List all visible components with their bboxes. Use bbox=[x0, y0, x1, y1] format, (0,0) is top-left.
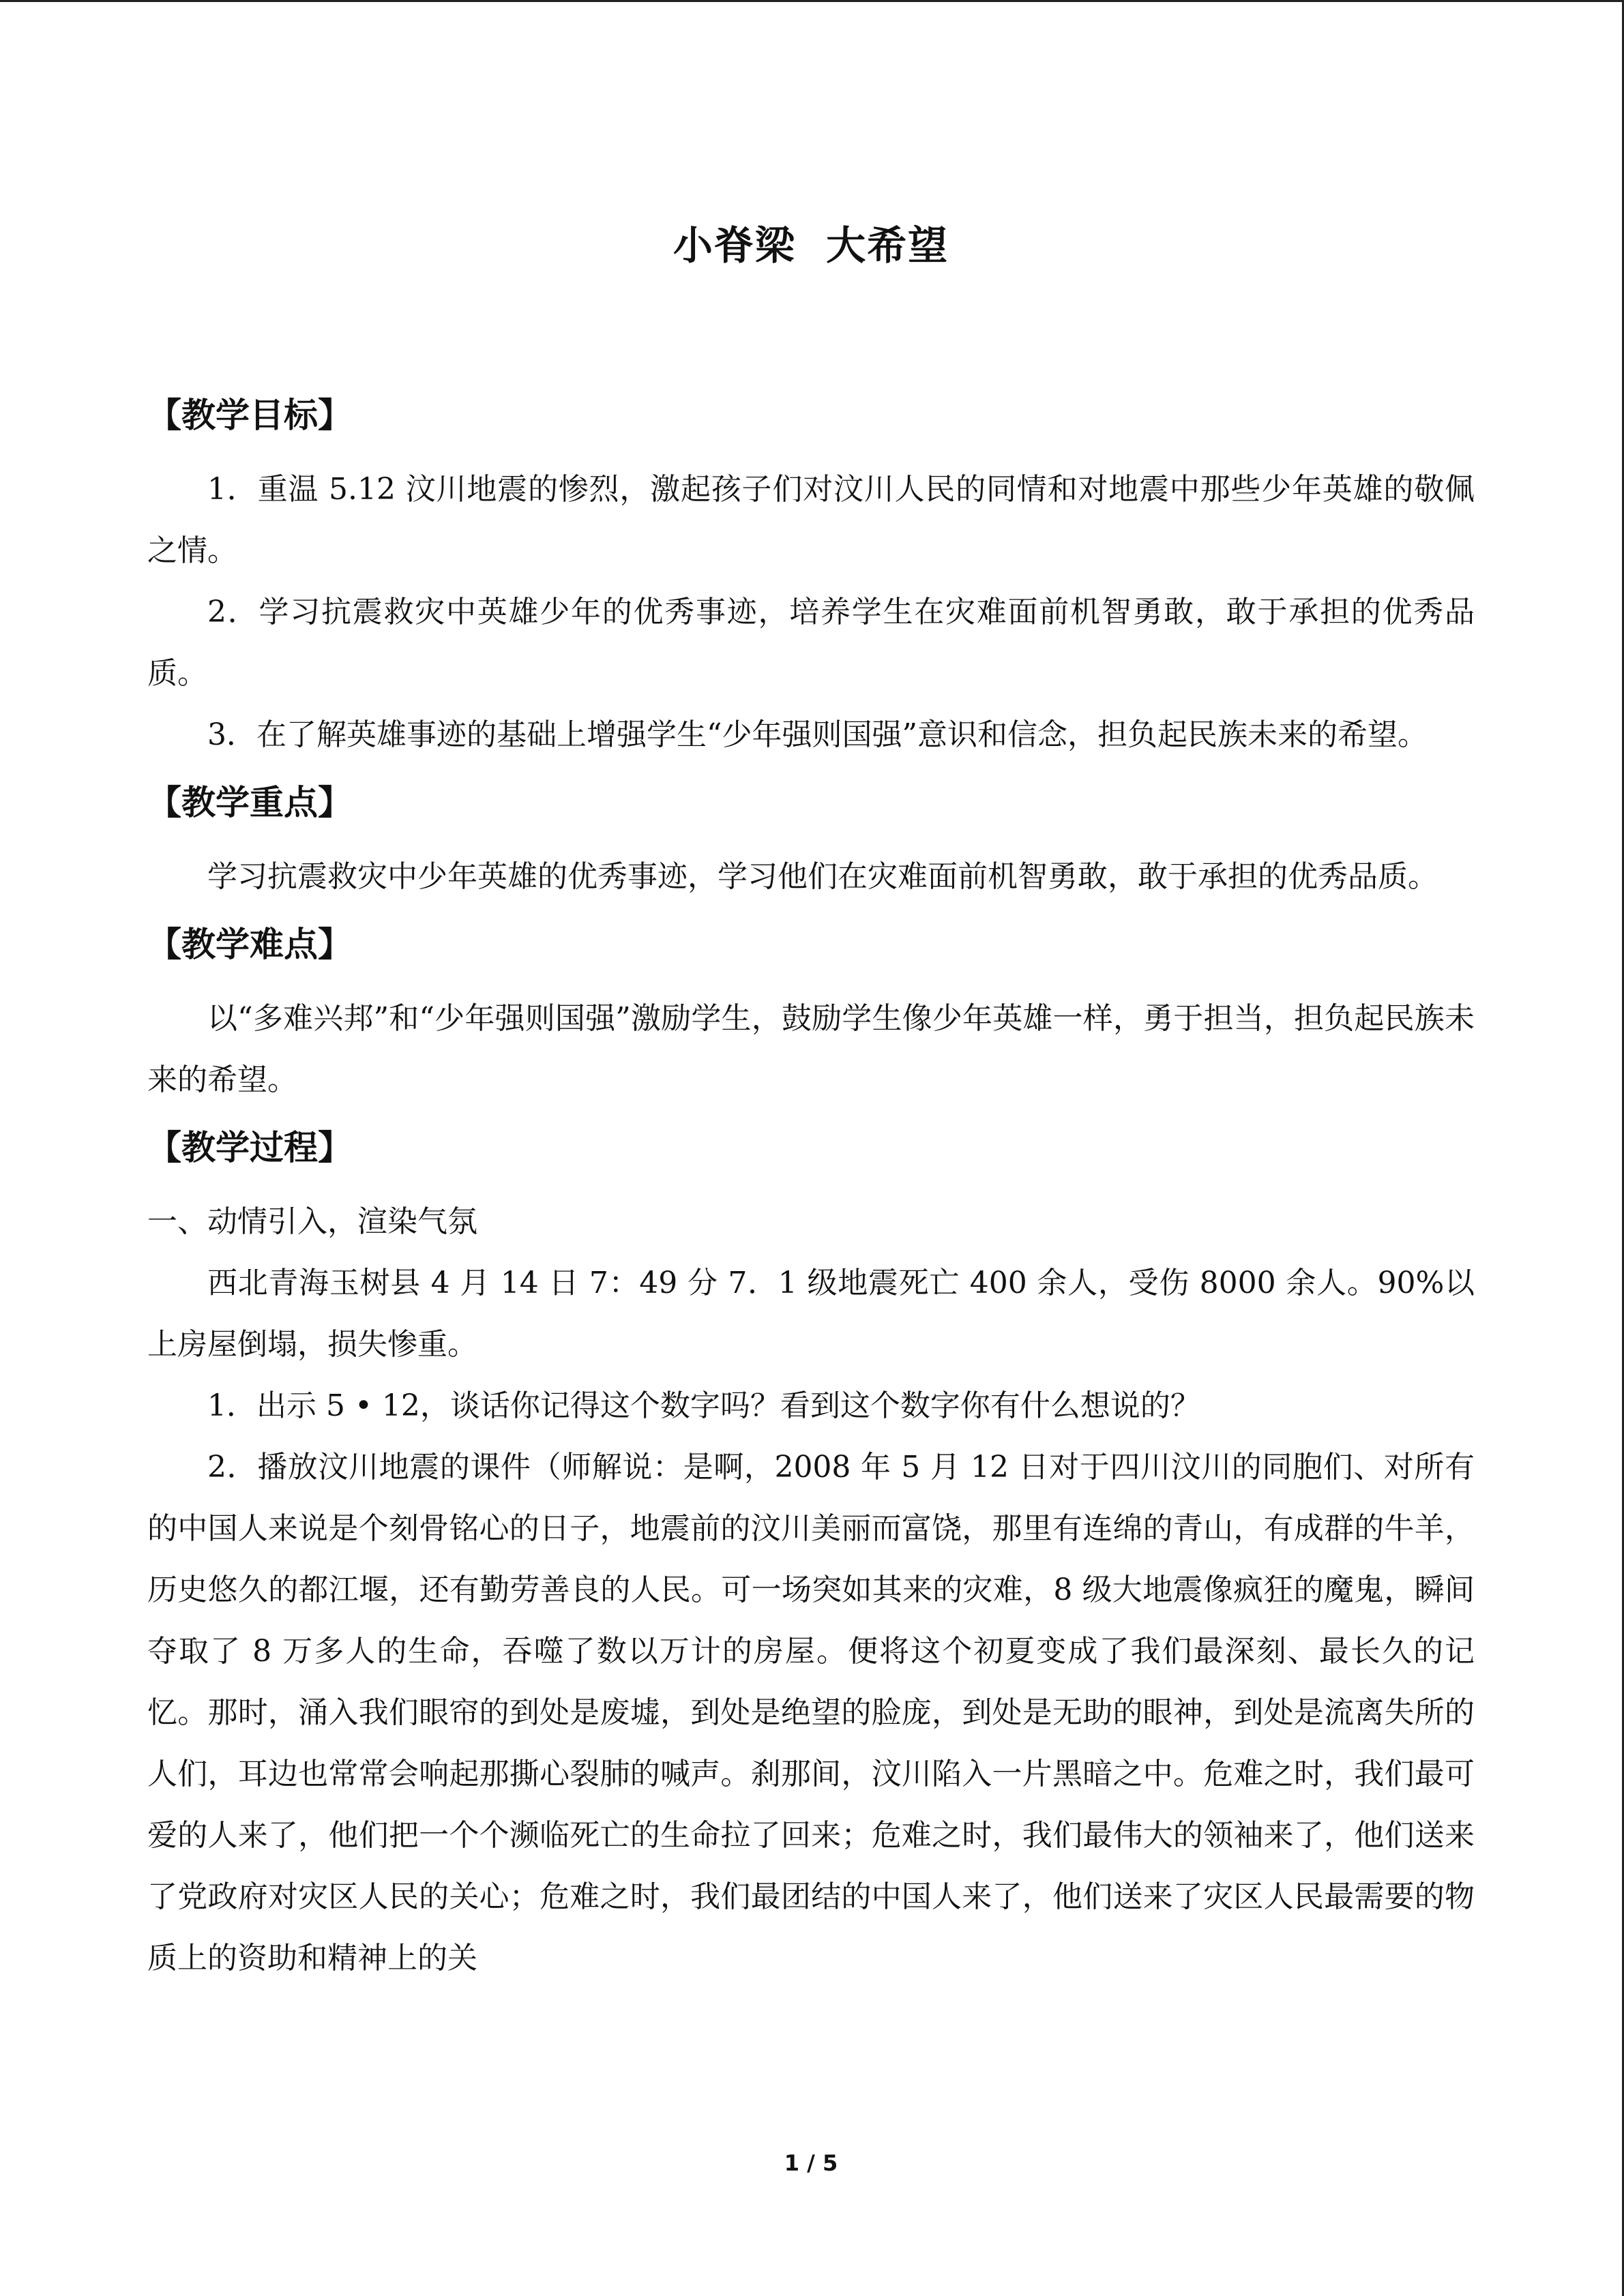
difficulties-heading: 【教学难点】 bbox=[147, 925, 352, 964]
objective-item-3: 3．在了解英雄事迹的基础上增强学生“少年强则国强”意识和信念，担负起民族未来的希望。 bbox=[207, 717, 1428, 752]
process-subheading: 一、动情引入，渲染气氛 bbox=[147, 1204, 477, 1239]
document-title: 小脊梁 大希望 bbox=[673, 222, 949, 269]
process-paragraph-2: 1．出示 5 • 12，谈话你记得这个数字吗？看到这个数字你有什么想说的？ bbox=[207, 1388, 1200, 1423]
key-points-text: 学习抗震救灾中少年英雄的优秀事迹，学习他们在灾难面前机智勇敢，敢于承担的优秀品质。 bbox=[207, 859, 1438, 894]
process-heading: 【教学过程】 bbox=[147, 1128, 352, 1167]
key-points-heading: 【教学重点】 bbox=[147, 783, 352, 822]
process-paragraph-3: 2．播放汶川地震的课件（师解说：是啊，2008 年 5 月 12 日对于四川汶川的同胞们、对所有的中国人来说是个刻骨铭心的日子，地震前的汶川美丽而富饶，那里有连绵的青山，有成群的牛羊，历史悠久的都江堰，还有勤劳善良的人民。可一场突如其来的灾难，8 级大地震像疯狂的魔鬼，瞬间夺取了 8 万多人的生命，吞噬了数以万计的房屋。便将这个初夏变成了我们最深刻、最长久的记忆。那时，涌入我们眼帘的到处是废墟，到处是绝望的脸庞，到处是无助的眼神，到处是流离失所的人们，耳边也常常会响起那撕心裂肺的喊声。刹那间，汶川陷入一片黑暗之中。危难之时，我们最可爱的人来了，他们把一个个濒临死亡的生命拉了回来；危难之时，我们最伟大的领袖来了，他们送来了党政府对灾区人民的关心；危难之时，我们最团结的中国人来了，他们送来了灾区人民最需要的物质上的资助和精神上的关 bbox=[147, 1450, 1475, 1976]
objective-item-2: 2．学习抗震救灾中英雄少年的优秀事迹，培养学生在灾难面前机智勇敢，敢于承担的优秀品质。 bbox=[147, 595, 1475, 691]
difficulties-text: 以“多难兴邦”和“少年强则国强”激励学生，鼓励学生像少年英雄一样，勇于担当，担负起民族未来的希望。 bbox=[147, 1001, 1475, 1097]
page-number: 1 / 5 bbox=[784, 2150, 838, 2176]
process-paragraph-1: 西北青海玉树县 4 月 14 日 7：49 分 7．1 级地震死亡 400 余人，受伤 8000 余人。90%以上房屋倒塌，损失惨重。 bbox=[147, 1266, 1475, 1362]
document-body bbox=[147, 384, 1475, 1989]
objectives-heading: 【教学目标】 bbox=[147, 396, 352, 435]
objective-item-1: 1．重温 5.12 汶川地震的惨烈，激起孩子们对汶川人民的同情和对地震中那些少年英雄的敬佩之情。 bbox=[147, 472, 1475, 568]
